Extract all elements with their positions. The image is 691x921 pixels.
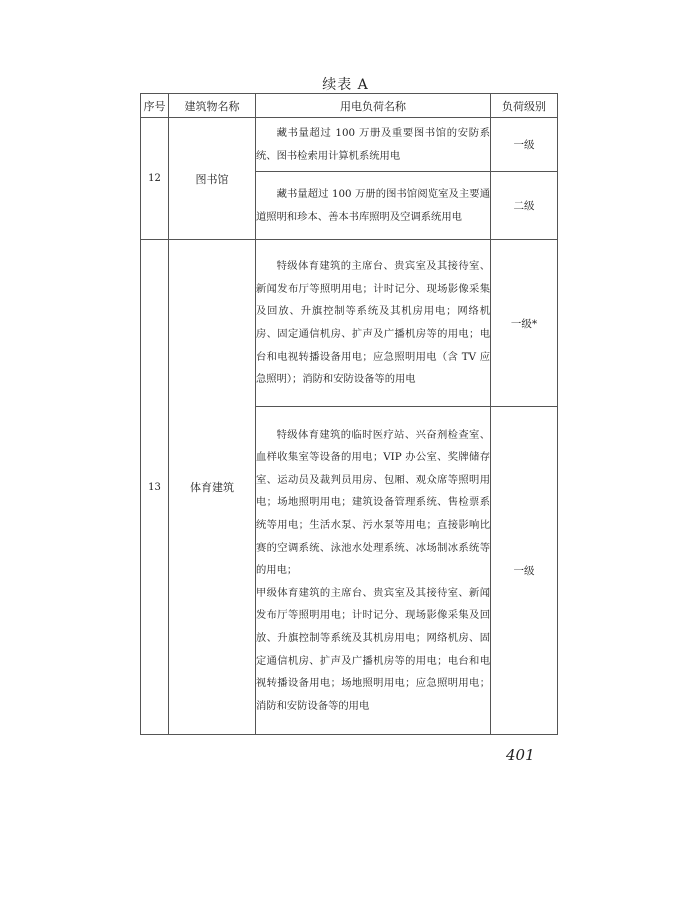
load-level-table (140, 93, 558, 735)
load-paragraph: 藏书量超过 100 万册的图书馆阅览室及主要通道照明和珍本、善本书库照明及空调系统用电 (256, 187, 490, 223)
load-paragraph: 特级体育建筑的临时医疗站、兴奋剂检查室、血样收集室等设备的用电；VIP 办公室、奖牌储存室、运动员及裁判员用房、包厢、观众席等照明用电；场地照明用电；建筑设备管理系统、售检票系统等用电；生活水泵、污水泵等用电；直接影响比赛的空调系统、泳池水处理系统、冰场制冰系统等的用电； (256, 428, 490, 577)
page-number: 401 (506, 746, 535, 764)
table-row (141, 118, 558, 172)
load-level: 一级* (491, 240, 558, 407)
load-description (256, 240, 491, 407)
table-row (141, 240, 558, 407)
load-level: 二级 (491, 172, 558, 240)
header-load-name: 用电负荷名称 (256, 94, 491, 118)
table-header-row (141, 94, 558, 118)
building-name: 图书馆 (169, 118, 256, 240)
header-index: 序号 (141, 94, 169, 118)
load-description (256, 407, 491, 735)
building-name: 体育建筑 (169, 240, 256, 735)
row-index: 13 (141, 240, 169, 735)
load-description (256, 172, 491, 240)
load-paragraph: 藏书量超过 100 万册及重要图书馆的安防系统、图书检索用计算机系统用电 (256, 126, 490, 162)
load-description (256, 118, 491, 172)
load-paragraph: 特级体育建筑的主席台、贵宾室及其接待室、新闻发布厅等照明用电；计时记分、现场影像采集及回放、升旗控制等系统及其机房用电；网络机房、固定通信机房、扩声及广播机房等的用电；电台和电视转播设备用电；应急照明用电（含 TV 应急照明）；消防和安防设备等的用电 (256, 260, 490, 386)
load-level: 一级 (491, 407, 558, 735)
load-paragraph: 甲级体育建筑的主席台、贵宾室及其接待室、新闻发布厅等照明用电；计时记分、现场影像采集及回放、升旗控制等系统及其机房用电；网络机房、固定通信机房、扩声及广播机房等的用电；电台和电视转播设备用电；场地照明用电；应急照明用电；消防和安防设备等的用电 (256, 586, 490, 712)
header-building-name: 建筑物名称 (169, 94, 256, 118)
header-load-level: 负荷级别 (491, 94, 558, 118)
row-index: 12 (141, 118, 169, 240)
load-level: 一级 (491, 118, 558, 172)
table-caption: 续表 A (322, 77, 369, 93)
